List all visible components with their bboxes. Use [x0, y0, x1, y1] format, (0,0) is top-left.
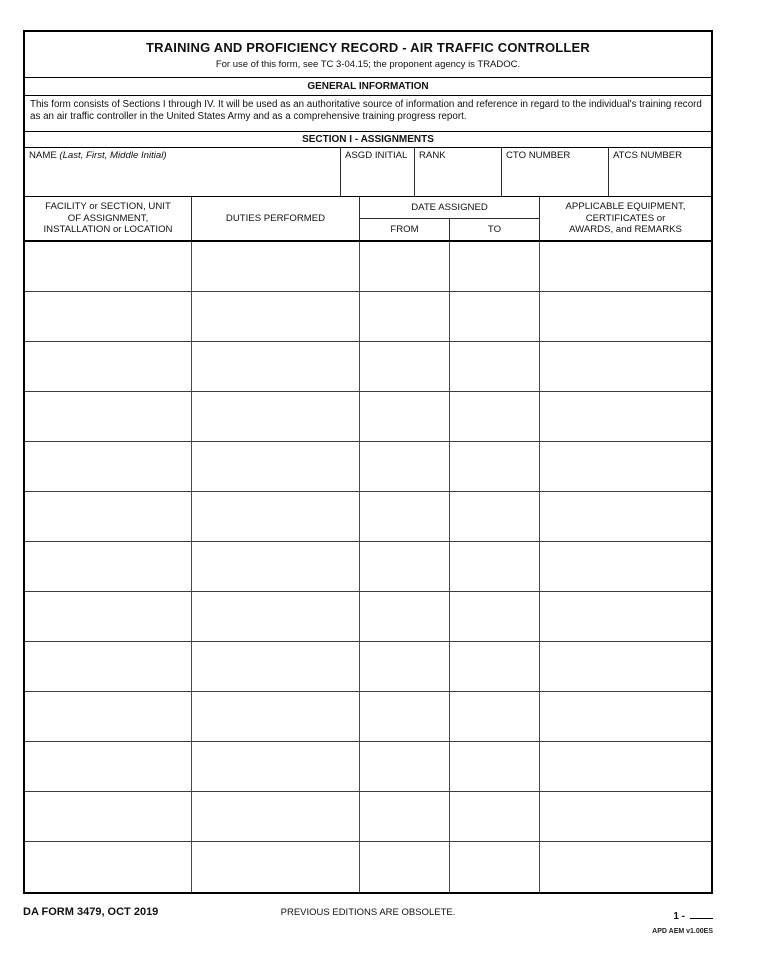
date-to-cell[interactable] [450, 342, 540, 391]
equipment-cell[interactable] [540, 542, 711, 591]
table-row [25, 592, 711, 642]
date-from-cell[interactable] [360, 592, 450, 641]
equipment-cell[interactable] [540, 342, 711, 391]
date-from-cell[interactable] [360, 292, 450, 341]
table-row [25, 242, 711, 292]
date-to-cell[interactable] [450, 842, 540, 892]
equipment-cell[interactable] [540, 492, 711, 541]
page-footer [23, 904, 713, 944]
duties-cell[interactable] [192, 592, 360, 641]
name-label: NAME [29, 150, 57, 161]
from-column-header: FROM [360, 219, 450, 240]
facility-cell[interactable] [25, 592, 192, 641]
date-to-cell[interactable] [450, 692, 540, 741]
name-label-detail: (Last, First, Middle Initial) [59, 150, 167, 161]
table-row [25, 692, 711, 742]
date-to-cell[interactable] [450, 392, 540, 441]
cto-number-label: CTO NUMBER [506, 150, 571, 161]
date-from-cell[interactable] [360, 442, 450, 491]
date-to-cell[interactable] [450, 542, 540, 591]
equipment-cell[interactable] [540, 692, 711, 741]
facility-cell[interactable] [25, 442, 192, 491]
equipment-cell[interactable] [540, 242, 711, 291]
duties-cell[interactable] [192, 342, 360, 391]
duties-cell[interactable] [192, 642, 360, 691]
facility-cell[interactable] [25, 542, 192, 591]
duties-cell[interactable] [192, 842, 360, 892]
cto-number-field[interactable] [502, 148, 609, 196]
duties-cell[interactable] [192, 292, 360, 341]
equipment-cell[interactable] [540, 642, 711, 691]
equipment-cell[interactable] [540, 792, 711, 841]
equipment-cell[interactable] [540, 742, 711, 791]
equipment-cell[interactable] [540, 392, 711, 441]
date-to-cell[interactable] [450, 742, 540, 791]
page-number-prefix: 1 - [673, 911, 685, 922]
equipment-cell[interactable] [540, 842, 711, 892]
editions-note: PREVIOUS EDITIONS ARE OBSOLETE. [280, 907, 456, 918]
facility-cell[interactable] [25, 742, 192, 791]
section1-heading: SECTION I - ASSIGNMENTS [25, 131, 711, 147]
duties-cell[interactable] [192, 742, 360, 791]
equipment-cell[interactable] [540, 592, 711, 641]
date-from-cell[interactable] [360, 342, 450, 391]
date-from-cell[interactable] [360, 542, 450, 591]
equipment-column-header: APPLICABLE EQUIPMENT, CERTIFICATES or AWARDS, and REMARKS [565, 201, 686, 236]
asgd-initial-label: ASGD INITIAL [345, 150, 408, 161]
date-from-cell[interactable] [360, 792, 450, 841]
date-from-cell[interactable] [360, 392, 450, 441]
table-row [25, 842, 711, 892]
facility-column-header: FACILITY or SECTION, UNIT OF ASSIGNMENT, INSTALLATION or LOCATION [25, 197, 192, 240]
date-to-cell[interactable] [450, 292, 540, 341]
duties-cell[interactable] [192, 492, 360, 541]
table-row [25, 792, 711, 842]
title-block [25, 32, 711, 77]
facility-cell[interactable] [25, 692, 192, 741]
to-column-header: TO [487, 224, 502, 235]
facility-cell[interactable] [25, 492, 192, 541]
general-information-heading: GENERAL INFORMATION [25, 77, 711, 95]
form-number: DA FORM 3479, OCT 2019 [23, 906, 159, 918]
rank-label: RANK [419, 150, 446, 161]
table-row [25, 492, 711, 542]
assignments-table-body [25, 242, 711, 892]
facility-cell[interactable] [25, 842, 192, 892]
date-from-cell[interactable] [360, 642, 450, 691]
apd-version: APD AEM v1.00ES [652, 928, 713, 935]
date-from-cell[interactable] [360, 842, 450, 892]
table-row [25, 292, 711, 342]
general-information-body: This form consists of Sections I through IV. It will be used as an authoritative source of information and reference in regard to the individual's training record as an air traffic controller in the United States Army and as a comprehensive training progress report. [25, 95, 711, 131]
atcs-number-field[interactable] [609, 148, 711, 196]
asgd-initial-field[interactable] [341, 148, 415, 196]
facility-cell[interactable] [25, 242, 192, 291]
date-from-cell[interactable] [360, 492, 450, 541]
duties-cell[interactable] [192, 392, 360, 441]
facility-cell[interactable] [25, 642, 192, 691]
date-to-cell[interactable] [450, 642, 540, 691]
duties-cell[interactable] [192, 542, 360, 591]
assignments-table-header [25, 196, 711, 242]
duties-cell[interactable] [192, 442, 360, 491]
table-row [25, 742, 711, 792]
date-to-cell[interactable] [450, 442, 540, 491]
page-number [652, 906, 713, 924]
date-from-cell[interactable] [360, 692, 450, 741]
facility-cell[interactable] [25, 292, 192, 341]
facility-cell[interactable] [25, 792, 192, 841]
page-number-blank[interactable] [690, 907, 713, 919]
date-to-cell[interactable] [450, 492, 540, 541]
table-row [25, 542, 711, 592]
identity-row [25, 147, 711, 196]
form-title: TRAINING AND PROFICIENCY RECORD - AIR TRAFFIC CONTROLLER [145, 40, 591, 55]
equipment-cell[interactable] [540, 442, 711, 491]
da-form-3479 [23, 30, 713, 894]
table-row [25, 392, 711, 442]
atcs-number-label: ATCS NUMBER [613, 150, 683, 161]
facility-cell[interactable] [25, 342, 192, 391]
equipment-cell[interactable] [540, 292, 711, 341]
date-from-cell[interactable] [360, 242, 450, 291]
table-row [25, 642, 711, 692]
rank-field[interactable] [415, 148, 502, 196]
duties-cell[interactable] [192, 242, 360, 291]
table-row [25, 342, 711, 392]
date-assigned-column-group [360, 197, 540, 240]
table-row [25, 442, 711, 492]
facility-cell[interactable] [25, 392, 192, 441]
name-field[interactable] [25, 148, 341, 196]
date-to-cell[interactable] [450, 792, 540, 841]
date-from-cell[interactable] [360, 742, 450, 791]
duties-cell[interactable] [192, 792, 360, 841]
date-to-cell[interactable] [450, 592, 540, 641]
form-subtitle: For use of this form, see TC 3-04.15; the proponent agency is TRADOC. [215, 59, 521, 70]
date-assigned-header: DATE ASSIGNED [360, 197, 539, 219]
date-to-cell[interactable] [450, 242, 540, 291]
duties-column-header: DUTIES PERFORMED [192, 197, 360, 240]
duties-cell[interactable] [192, 692, 360, 741]
